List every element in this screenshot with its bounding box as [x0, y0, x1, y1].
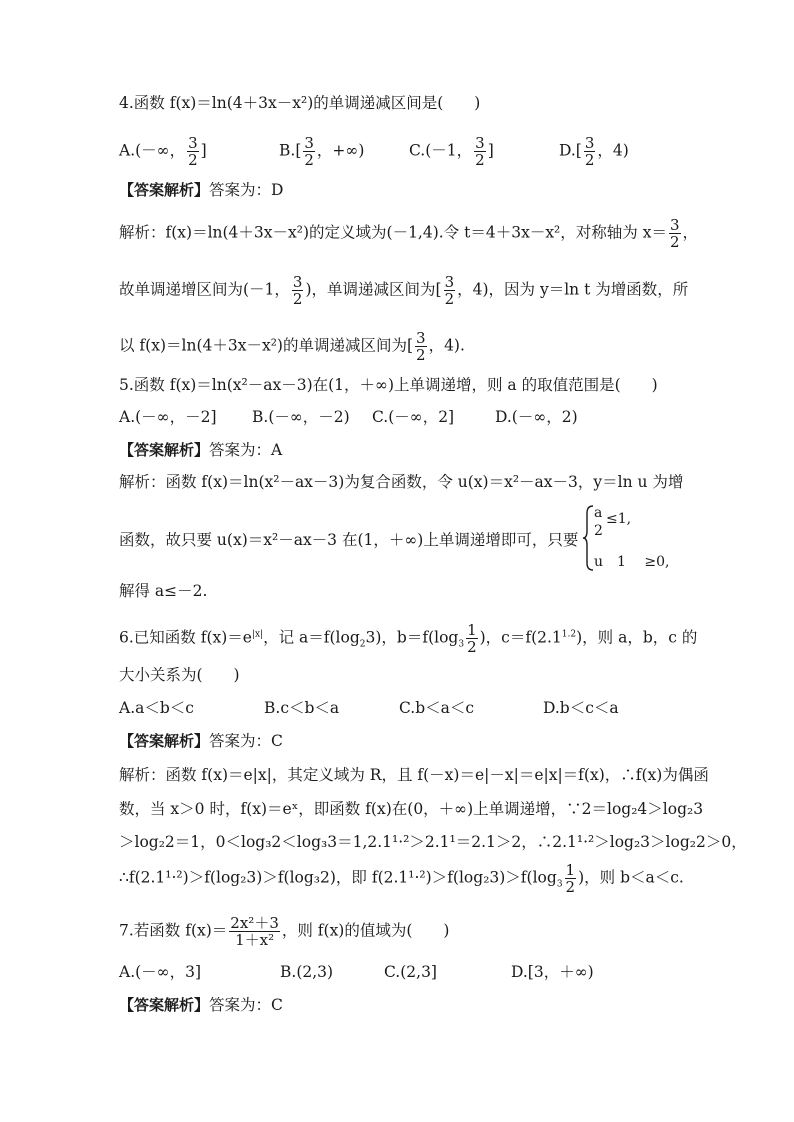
q5-explanation-2: 函数，故只要 u(x)＝x²－ax－3 在(1，＋∞)上单调递增即可，只要	[119, 531, 579, 549]
q6-explanation-2: 数，当 x＞0 时，f(x)＝eˣ，即函数 f(x)在(0，＋∞)上单调递增，∵2＝log₂4＞log₂3	[119, 800, 704, 818]
q5-explanation-1: 解析：函数 f(x)＝ln(x²－ax－3)为复合函数，令 u(x)＝x²－ax－3，y＝ln u 为增	[119, 473, 684, 491]
answer-tag: 【答案解析】	[119, 181, 210, 199]
answer-tag: 【答案解析】	[119, 996, 210, 1014]
q4-option-d: D.[ $\frac{3}{2}$ ，4)	[559, 134, 629, 169]
sys-2: 2	[594, 523, 603, 539]
q7-option-a: A.(－∞，3]	[119, 963, 201, 981]
q4-option-a: A.(－∞， $\frac{3}{2}$ ]	[119, 134, 207, 169]
q7-stem: 7.若函数 f(x)＝ $\frac{\text{2x²＋3}}{\text{1＋x²}}$ ，则 f(x)的值域为( )	[119, 914, 450, 949]
q6-explanation-1: 解析：函数 f(x)＝e|x|，其定义域为 R，且 f(－x)＝e|－x|＝e|x|＝f(x)，∴f(x)为偶函	[119, 766, 709, 784]
q6-explanation-4: ∴f(2.1¹·²)＞f(log₂3)＞f(log₃2)，即 $f(2.1^1\cdot^2)>f(\log_23)>f(\log_3$ $\frac{1}{2}$ )，则 b＜a＜c.	[119, 861, 684, 896]
q5-option-d: D.(－∞，2)	[495, 408, 578, 426]
q7-answer: 【答案解析】答案为：C	[119, 996, 283, 1014]
q5-inequality-system	[583, 505, 683, 571]
q7-option-b: B.(2,3)	[280, 963, 334, 981]
answer-tag: 【答案解析】	[119, 732, 210, 750]
q5-explanation-3: 解得 a≤－2.	[119, 582, 208, 600]
q4-explanation-1: 解析：f(x)＝ln(4＋3x－x²)的定义域为(－1,4).令 t＝4＋3x－x²，对称轴为 x＝ $\frac{3}{2}$ ，	[119, 216, 699, 251]
q6-option-d: D.b＜c＜a	[543, 699, 619, 717]
q6-stem-2: 大小关系为( )	[119, 666, 240, 684]
sys-u1: u 1 ≥0,	[594, 554, 670, 570]
q6-option-a: A.a＜b＜c	[119, 699, 194, 717]
q4-explanation-2: 故单调递增区间为(－1， $\frac{3}{2}$ )，单调递减区间为[ $\frac{3}{2}$ ，4)，因为 y＝ln t 为增函数，所	[119, 273, 689, 308]
sys-a: a	[594, 505, 603, 521]
q7-option-d: D.[3，＋∞)	[511, 963, 594, 981]
q6-option-c: C.b＜a＜c	[399, 699, 475, 717]
q7-option-c: C.(2,3]	[384, 963, 437, 981]
q4-answer: 【答案解析】答案为：D	[119, 181, 284, 199]
sys-le1: ≤1,	[606, 511, 632, 527]
q5-stem: 5.函数 f(x)＝ln(x²－ax－3)在(1，＋∞)上单调递增，则 a 的取值范围是( )	[119, 376, 658, 394]
q5-option-c: C.(－∞，2]	[372, 408, 455, 426]
answer-tag: 【答案解析】	[119, 441, 210, 459]
q5-option-b: B.(－∞，－2)	[252, 408, 350, 426]
q6-option-b: B.c＜b＜a	[264, 699, 340, 717]
q4-explanation-3: 以 f(x)＝ln(4＋3x－x²)的单调递减区间为[ $\frac{3}{2}$ ，4).	[119, 329, 465, 364]
q6-stem-1: 6.已知函数 $f(x)=e^{|x|}$，记 $a=f(\log_23)$，$b=f(\log_3$ $\frac{1}{2}$ )，$c=f(2.1^{1.2})$，则 a，b，c 的	[119, 621, 698, 656]
q5-answer: 【答案解析】答案为：A	[119, 441, 283, 459]
q5-option-a: A.(－∞，－2]	[119, 408, 217, 426]
q4-option-b: B.[ $\frac{3}{2}$ ，+∞)	[279, 134, 365, 169]
q4-option-c: C.(－1， $\frac{3}{2}$ ]	[409, 134, 494, 169]
q4-stem: 4.函数 f(x)＝ln(4＋3x－x²)的单调递减区间是( )	[119, 94, 481, 112]
q6-answer: 【答案解析】答案为：C	[119, 732, 283, 750]
q6-explanation-3: ＞log₂2＝1，0＜log₃2＜log₃3＝1,2.1¹·²＞2.1¹＝2.1＞2，∴2.1¹·²＞log₂3＞log₂2＞0，	[119, 833, 747, 851]
